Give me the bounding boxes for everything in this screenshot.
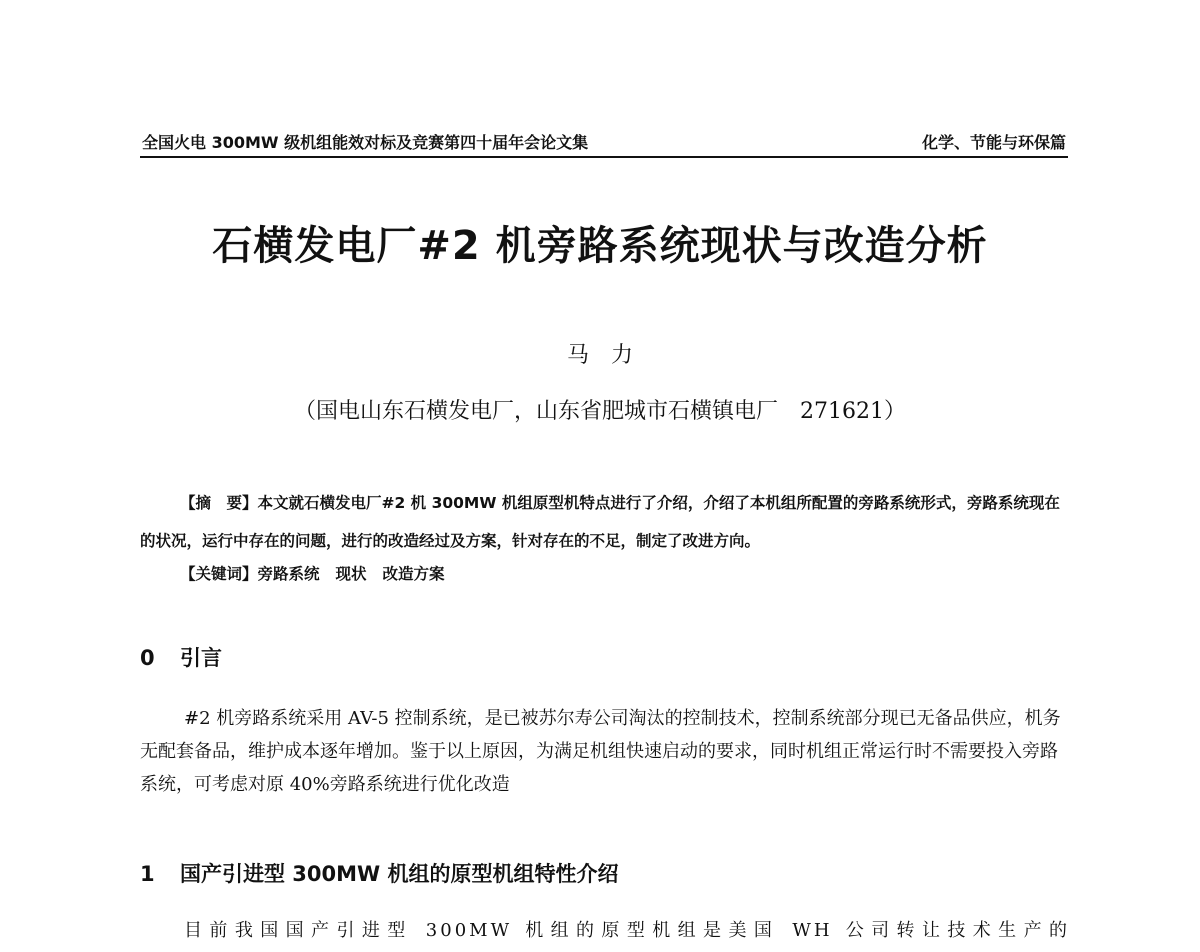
section-title: 国产引进型 300MW 机组的原型机组特性介绍 [180,862,619,886]
header-proceedings-title: 全国火电 300MW 级机组能效对标及竞赛第四十届年会论文集 [142,133,589,152]
keyword: 现状 [335,565,367,583]
section-title: 引言 [180,646,222,670]
author-affiliation: （国电山东石横发电厂，山东省肥城市石横镇电厂 271621） [294,399,906,424]
body-paragraph: 目前我国国产引进型 300MW 机组的原型机组是美国 WH 公司转让技术生产的 [184,920,1070,941]
section-number: 0 [140,646,155,670]
keywords-label: 【关键词】 [180,565,258,583]
abstract-block [140,484,1070,560]
author-name: 马 力 [566,343,633,368]
keyword: 改造方案 [382,565,445,583]
running-header [140,128,1068,158]
body-paragraph: #2 机旁路系统采用 AV-5 控制系统，是已被苏尔寿公司淘汰的控制技术，控制系统部分现已无备品供应，机务无配套备品，维护成本逐年增加。鉴于以上原因，为满足机组快速启动的要求，同时机组正常运行时不需要投入旁路系统，可考虑对原 40%旁路系统进行优化改造 [140,708,1061,795]
paper-title: 石横发电厂#2 机旁路系统现状与改造分析 [212,223,988,269]
header-section-name: 化学、节能与环保篇 [921,133,1066,152]
abstract-label: 【摘 要】 [180,494,258,512]
abstract-text: 本文就石横发电厂#2 机 300MW 机组原型机特点进行了介绍，介绍了本机组所配置的旁路系统形式，旁路系统现在的状况，运行中存在的问题，进行的改造经过及方案，针对存在的不足，制定了改进方向。 [140,494,1060,550]
keyword: 旁路系统 [257,565,320,583]
section-heading [140,858,619,888]
keywords-block [180,562,1070,584]
section-number: 1 [140,862,155,886]
section-heading [140,642,222,672]
